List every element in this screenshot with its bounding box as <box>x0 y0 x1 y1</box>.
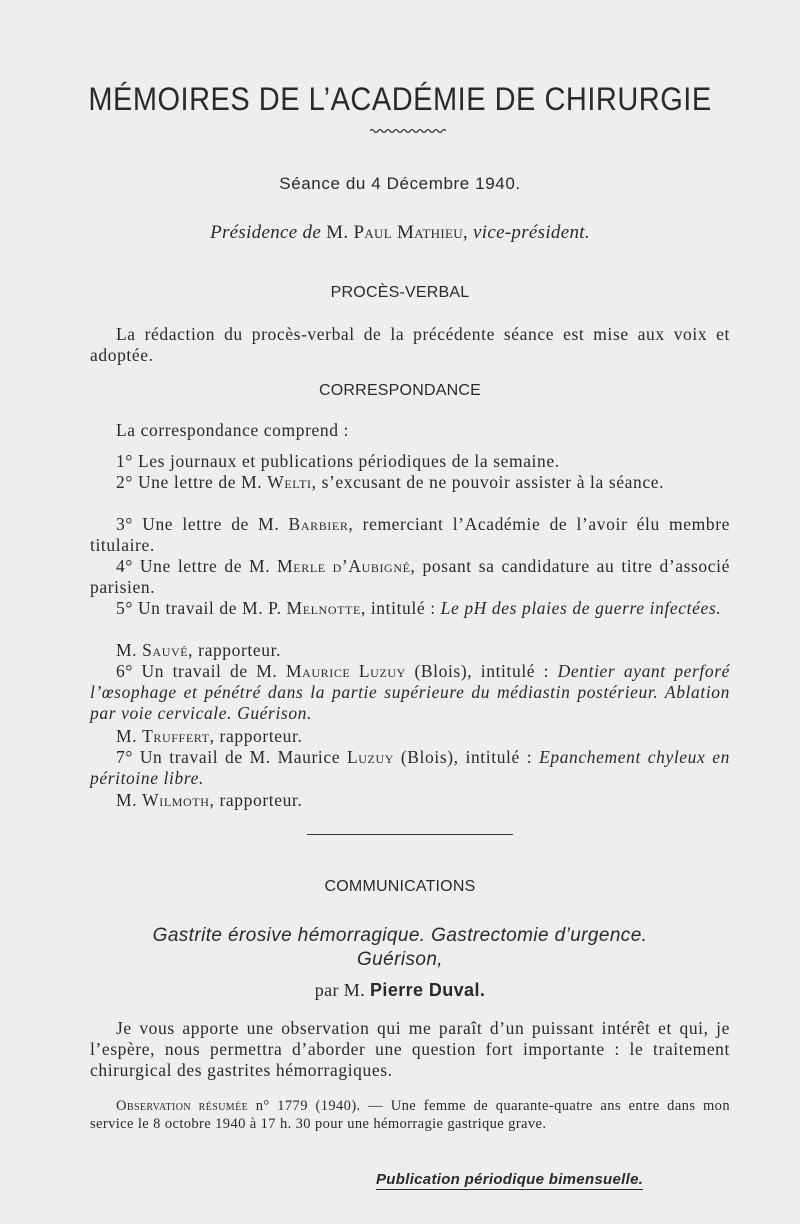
president-name: Paul Mathieu, <box>353 222 468 243</box>
wavy-ornament <box>370 128 446 136</box>
proces-verbal-text: La rédaction du procès-verbal de la précédente séance est mise aux voix et adoptée. <box>90 324 730 365</box>
communication-title: Gastrite érosive hémorragique. Gastrectomie d’urgence. Guérison, <box>152 925 648 970</box>
correspondance-item: 7° Un travail de M. Maurice Luzuy (Blois), intitulé : Epanchement chyleux en péritoine libre. <box>90 747 730 788</box>
rapporteur-line: M. Sauvé, rapporteur. <box>116 640 282 660</box>
correspondance-item: 6° Un travail de M. Maurice Luzuy (Blois), intitulé : Dentier ayant perforé l’œsophage et pénétré dans la partie supérieure du médiastin postérieur. Ablation par voie cervicale. Guérison. <box>90 661 730 723</box>
presidence-line <box>0 222 800 244</box>
correspondance-heading: CORRESPONDANCE <box>319 382 481 399</box>
publication-footer: Publication périodique bimensuelle. <box>376 1171 644 1188</box>
correspondance-item: 3° Une lettre de M. Barbier, remerciant l’Académie de l’avoir élu membre titulaire. <box>90 514 730 555</box>
correspondance-item: 5° Un travail de M. P. Melnotte, intitulé : Le pH des plaies de guerre infectées. <box>116 598 722 618</box>
presidence-m: M. <box>326 222 349 243</box>
observation-note: Observation résumée n° 1779 (1940). — Une femme de quarante-quatre ans entre dans mon service le 8 octobre 1940 à 17 h. 30 pour une hémorragie gastrique grave. <box>90 1098 730 1132</box>
journal-title: MÉMOIRES DE L’ACADÉMIE DE CHIRURGIE <box>88 82 712 118</box>
correspondance-item: 4° Une lettre de M. Merle d’Aubigné, posant sa candidature au titre d’associé parisien. <box>90 556 730 597</box>
presidence-prefix: Présidence de <box>210 222 322 243</box>
author-line: par M. Pierre Duval. <box>314 980 486 1000</box>
rapporteur-line: M. Truffert, rapporteur. <box>116 726 303 746</box>
correspondance-item: 2° Une lettre de M. Welti, s’excusant de ne pouvoir assister à la séance. <box>116 472 665 492</box>
seance-date: Séance du 4 Décembre 1940. <box>279 174 521 193</box>
section-divider <box>307 834 513 835</box>
president-role: vice-président. <box>473 222 590 243</box>
proces-verbal-heading: PROCÈS-VERBAL <box>330 284 470 301</box>
communications-heading: COMMUNICATIONS <box>324 878 476 895</box>
rapporteur-line: M. Wilmoth, rapporteur. <box>116 790 303 810</box>
communication-body: Je vous apporte une observation qui me paraît d’un puissant intérêt et qui, je l’espère, nous permettra d’aborder une question fort importante : le traitement chirurgical des gastrites hémorragiques. <box>90 1018 730 1080</box>
correspondance-item: 1° Les journaux et publications périodiques de la semaine. <box>116 451 560 471</box>
author-name: Pierre Duval. <box>370 980 486 1000</box>
correspondance-intro: La correspondance comprend : <box>116 420 350 440</box>
